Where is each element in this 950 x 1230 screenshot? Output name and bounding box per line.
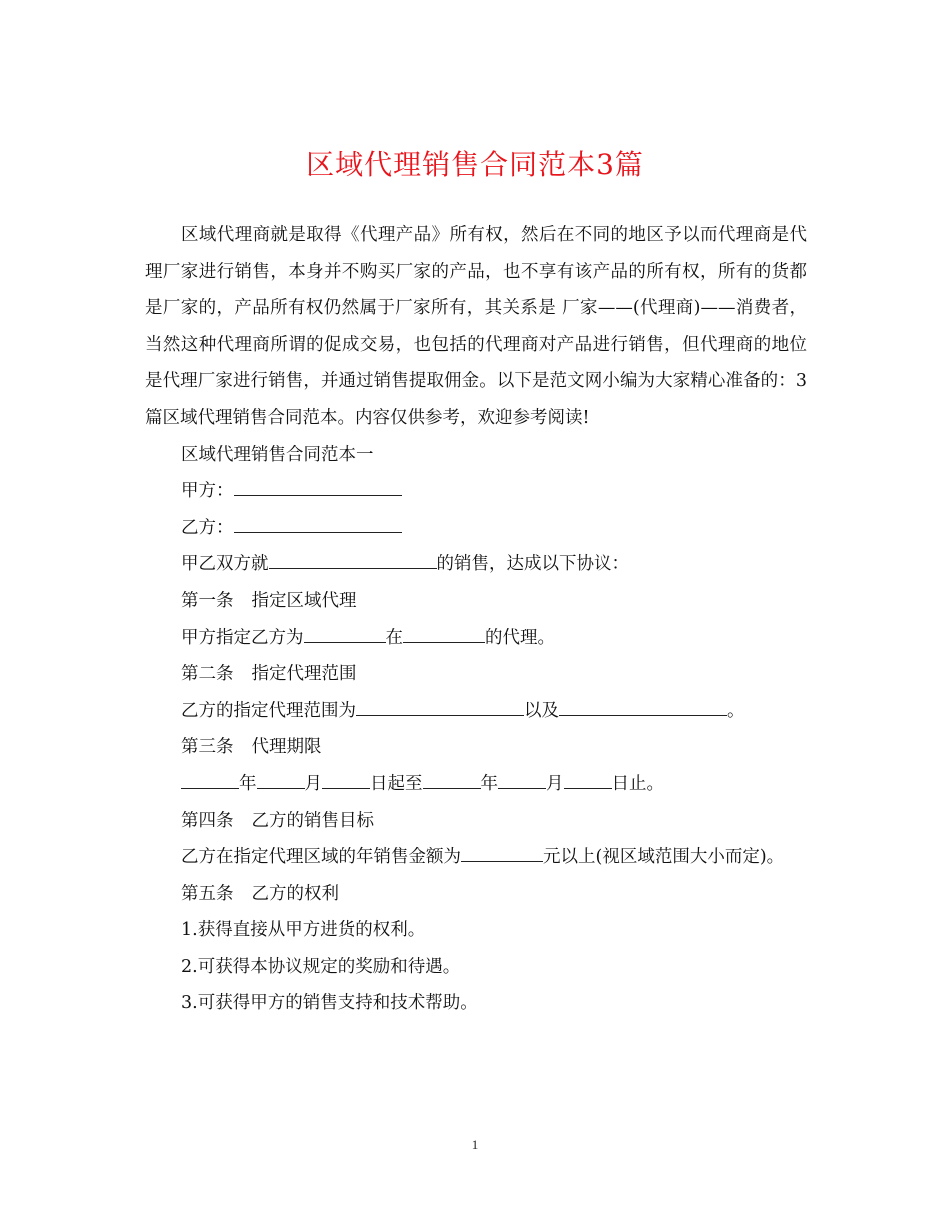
article-2-heading [145, 656, 807, 693]
year-label: 年 [239, 773, 257, 794]
start-year-blank [181, 771, 239, 789]
article-1-body [145, 620, 807, 657]
agreement-pre: 甲乙双方就 [181, 554, 269, 575]
article-3-number: 第三条 [181, 737, 234, 758]
article-4-number: 第四条 [181, 810, 234, 831]
article-4-heading [145, 803, 807, 840]
party-b-line [145, 510, 807, 547]
agent-blank [304, 625, 386, 643]
right-item: 3.可获得甲方的销售支持和技术帮助。 [181, 993, 478, 1014]
article-1-post: 的代理。 [485, 627, 555, 648]
scope-blank-1 [356, 698, 524, 716]
article-4-post: 元以上(视区域范围大小而定)。 [543, 847, 785, 868]
contract-heading: 区域代理销售合同范本一 [181, 444, 374, 465]
party-a-label: 甲方： [181, 481, 234, 502]
article-3-heading [145, 729, 807, 766]
article-2-number: 第二条 [181, 664, 234, 685]
party-b-label: 乙方： [181, 517, 234, 538]
start-day-blank [322, 771, 370, 789]
article-5-title: 乙方的权利 [251, 883, 339, 904]
right-item: 1.获得直接从甲方进货的权利。 [181, 920, 426, 941]
year-label: 年 [480, 773, 498, 794]
article-2-body [145, 693, 807, 730]
day-from-label: 日起至 [370, 773, 423, 794]
month-label: 月 [304, 773, 322, 794]
right-item: 2.可获得本协议规定的奖励和待遇。 [181, 956, 461, 977]
article-1-pre: 甲方指定乙方为 [181, 627, 304, 648]
article-4-pre: 乙方在指定代理区域的年销售金额为 [181, 847, 461, 868]
sales-amount-blank [461, 844, 543, 862]
start-month-blank [257, 771, 305, 789]
end-year-blank [423, 771, 481, 789]
party-a-blank [234, 478, 402, 496]
region-blank [403, 625, 485, 643]
document-body [145, 217, 807, 1022]
party-a-line [145, 473, 807, 510]
article-5-number: 第五条 [181, 883, 234, 904]
scope-blank-2 [559, 698, 727, 716]
party-b-blank [234, 515, 402, 533]
month-label: 月 [546, 773, 564, 794]
agreement-line [145, 546, 807, 583]
article-4-body [145, 839, 807, 876]
article-1-number: 第一条 [181, 590, 234, 611]
article-5-heading [145, 876, 807, 913]
day-to-label: 日止。 [611, 773, 664, 794]
end-day-blank [564, 771, 612, 789]
article-2-mid: 以及 [524, 700, 559, 721]
page-number: 1 [471, 1137, 479, 1152]
article-4-title: 乙方的销售目标 [251, 810, 374, 831]
article-3-body [145, 766, 807, 803]
article-1-title: 指定区域代理 [251, 590, 357, 611]
article-1-mid: 在 [385, 627, 403, 648]
product-blank [269, 551, 437, 569]
article-2-title: 指定代理范围 [251, 664, 357, 685]
article-2-pre: 乙方的指定代理范围为 [181, 700, 356, 721]
document-title: 区域代理销售合同范本3篇 [306, 148, 644, 181]
agreement-post: 的销售，达成以下协议： [436, 554, 629, 575]
end-month-blank [498, 771, 546, 789]
article-3-title: 代理期限 [251, 737, 322, 758]
article-2-post: 。 [727, 700, 745, 721]
article-1-heading [145, 583, 807, 620]
intro-paragraph: 区域代理商就是取得《代理产品》所有权，然后在不同的地区予以而代理商是代理厂家进行销售，本身并不购买厂家的产品，也不享有该产品的所有权，所有的货都是厂家的，产品所有权仍然属于厂家所有，其关系是 厂家——(代理商)——消费者，当然这种代理商所谓的促成交易，也包括的代理商对产品进行销售，但代理商的地位是代理厂家进行销售，并通过销售提取佣金。以下是范文网小编为大家精心准备的：3篇区域代理销售合同范本。内容仅供参考，欢迎参考阅读! [145, 225, 807, 428]
